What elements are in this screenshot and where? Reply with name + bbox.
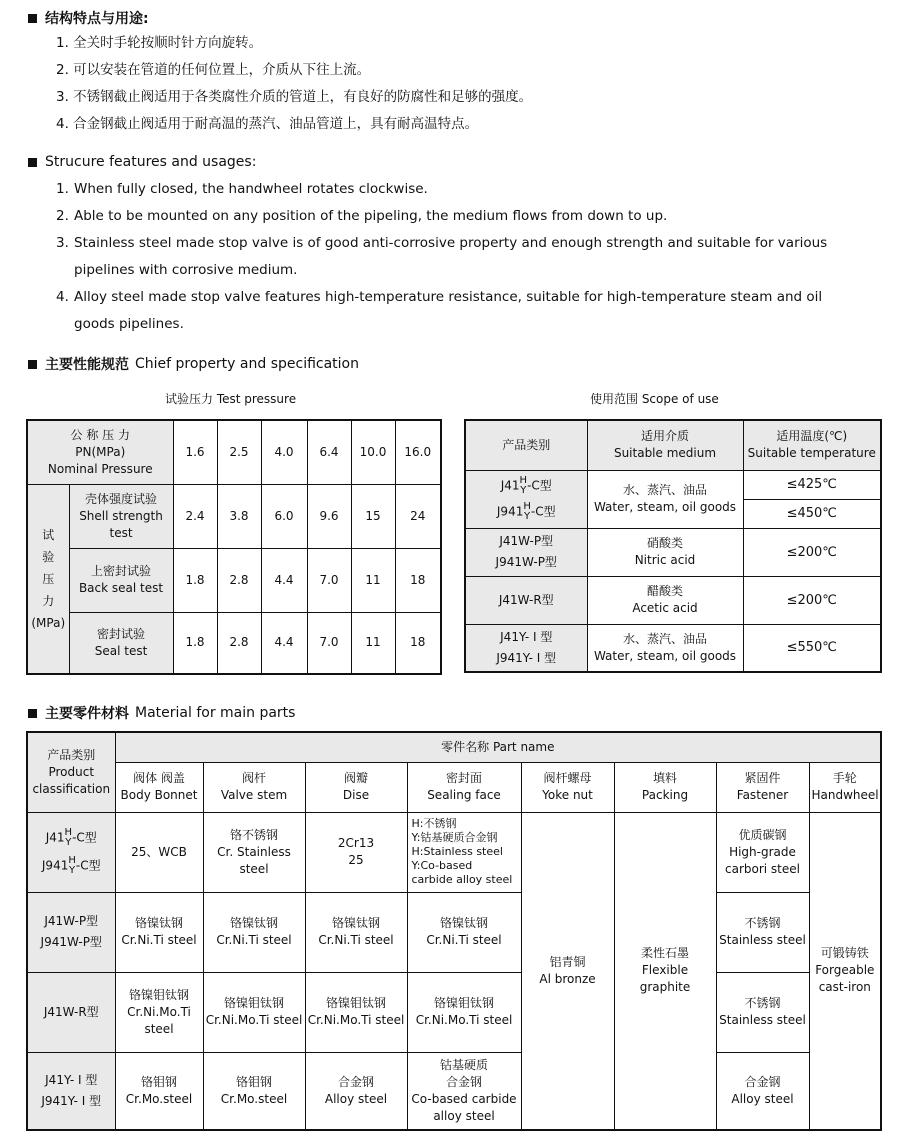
pn-value: 6.4 xyxy=(307,420,351,484)
table-cell: 2.8 xyxy=(217,612,261,674)
medium-nitric-acid: 硝酸类 Nitric acid xyxy=(587,528,743,576)
bullet-square-icon xyxy=(28,14,37,23)
table-cell: 铬镍钛钢 Cr.Ni.Ti steel xyxy=(407,892,521,972)
product-type-j41hy-c: J41 H Y -C型 J941 H Y -C型 xyxy=(27,812,115,892)
temperature-value: ≤550℃ xyxy=(743,624,881,672)
list-item: 3. Stainless steel made stop valve is of good anti-corrosive property and enough strength and suitable for various xyxy=(56,235,828,251)
temperature-value: ≤200℃ xyxy=(743,528,881,576)
pn-value: 4.0 xyxy=(261,420,307,484)
pn-value: 1.6 xyxy=(173,420,217,484)
test-pressure-side-header: 试 验 压 力 (MPa) xyxy=(27,484,69,674)
table-cell: 合金钢 Alloy steel xyxy=(305,1052,407,1130)
table-cell: 25、WCB xyxy=(115,812,203,892)
list-item: 1. When fully closed, the handwheel rotates clockwise. xyxy=(56,181,428,197)
pn-value: 2.5 xyxy=(217,420,261,484)
medium-water-steam-oil: 水、蒸汽、油品 Water, steam, oil goods xyxy=(587,470,743,528)
col-header-packing: 填料 Packing xyxy=(614,762,716,812)
col-header-sealing-face: 密封面 Sealing face xyxy=(407,762,521,812)
table-cell: 7.0 xyxy=(307,612,351,674)
nominal-pressure-header: 公 称 压 力 PN(MPa) Nominal Pressure xyxy=(27,420,173,484)
table-cell: 11 xyxy=(351,548,395,612)
col-header-handwheel: 手轮 Handwheel xyxy=(809,762,881,812)
table-cell: 铬不锈钢 Cr. Stainless steel xyxy=(203,812,305,892)
table-cell: 7.0 xyxy=(307,548,351,612)
table-cell: 6.0 xyxy=(261,484,307,548)
features-cn-list xyxy=(56,30,532,138)
table-cell: 铬镍钛钢 Cr.Ni.Ti steel xyxy=(305,892,407,972)
table-cell: 24 xyxy=(395,484,441,548)
table-cell: 铬镍钼钛钢 Cr.Ni.Mo.Ti steel xyxy=(115,972,203,1052)
table-cell: 18 xyxy=(395,548,441,612)
medium-acetic-acid: 醋酸类 Acetic acid xyxy=(587,576,743,624)
col-header-body-bonnet: 阀体 阀盖 Body Bonnet xyxy=(115,762,203,812)
table-cell: 9.6 xyxy=(307,484,351,548)
section-title-cn: 主要零件材料 xyxy=(45,706,129,722)
suitable-temperature-header: 适用温度(℃) Suitable temperature xyxy=(743,420,881,470)
seal-test-label: 密封试验 Seal test xyxy=(69,612,173,674)
table-cell: H:不锈钢 Y:钴基硬质合金钢 H:Stainless steel Y:Co-based carbide alloy steel xyxy=(407,812,521,892)
list-item: 2. 可以安装在管道的任何位置上，介质从下往上流。 xyxy=(56,62,371,78)
list-item-continuation: goods pipelines. xyxy=(74,316,184,332)
handwheel-material: 可锻铸铁 Forgeable cast-iron xyxy=(809,812,881,1130)
table-cell: 15 xyxy=(351,484,395,548)
table-cell: 2.4 xyxy=(173,484,217,548)
list-item: 2. Able to be mounted on any position of the pipeling, the medium flows from down to up. xyxy=(56,208,668,224)
yoke-nut-material: 铝青铜 Al bronze xyxy=(521,812,614,1130)
bullet-square-icon xyxy=(28,360,37,369)
bullet-square-icon xyxy=(28,709,37,718)
table-cell: 铬镍钛钢 Cr.Ni.Ti steel xyxy=(115,892,203,972)
table-cell: 合金钢 Alloy steel xyxy=(716,1052,809,1130)
test-pressure-label: 试验压力 Test pressure xyxy=(165,392,297,406)
table-cell: 优质碳钢 High-grade carbori steel xyxy=(716,812,809,892)
list-item: 4. Alloy steel made stop valve features high-temperature resistance, suitable for high-temperature steam and oil xyxy=(56,289,823,305)
table-cell: 不锈钢 Stainless steel xyxy=(716,892,809,972)
table-cell: 铬镍钛钢 Cr.Ni.Ti steel xyxy=(203,892,305,972)
table-cell: 铬镍钼钛钢 Cr.Ni.Mo.Ti steel xyxy=(305,972,407,1052)
col-header-yoke-nut: 阀杆螺母 Yoke nut xyxy=(521,762,614,812)
table-cell: 铬镍钼钛钢 Cr.Ni.Mo.Ti steel xyxy=(203,972,305,1052)
product-type-j41w-r: J41W-R型 xyxy=(465,576,587,624)
list-item: 1. 全关时手轮按顺时针方向旋转。 xyxy=(56,35,263,51)
part-name-header: 零件名称 Part name xyxy=(115,732,881,762)
list-item: 4. 合金钢截止阀适用于耐高温的蒸汽、油品管道上，具有耐高温特点。 xyxy=(56,116,479,132)
test-pressure-table xyxy=(26,419,442,675)
pn-value: 10.0 xyxy=(351,420,395,484)
material-table xyxy=(26,731,882,1131)
temperature-value: ≤200℃ xyxy=(743,576,881,624)
bullet-square-icon xyxy=(28,158,37,167)
table-cell: 1.8 xyxy=(173,612,217,674)
table-cell: 18 xyxy=(395,612,441,674)
col-header-fastener: 紧固件 Fastener xyxy=(716,762,809,812)
back-seal-test-label: 上密封试验 Back seal test xyxy=(69,548,173,612)
table-cell: 1.8 xyxy=(173,548,217,612)
temperature-value: ≤425℃ xyxy=(743,470,881,499)
section-title-en: Chief property and specification xyxy=(135,356,359,372)
table-cell: 4.4 xyxy=(261,548,307,612)
table-cell: 3.8 xyxy=(217,484,261,548)
product-type-j41y-i: J41Y- Ⅰ 型 J941Y- Ⅰ 型 xyxy=(27,1052,115,1130)
section-heading-chief-property xyxy=(28,354,359,374)
product-classification-header: 产品类别 Product classification xyxy=(27,732,115,812)
table-cell: 钴基硬质 合金钢 Co-based carbide alloy steel xyxy=(407,1052,521,1130)
product-type-j41w-r: J41W-R型 xyxy=(27,972,115,1052)
table-cell: 2.8 xyxy=(217,548,261,612)
section-heading-features-en xyxy=(28,154,256,170)
section-title: 结构特点与用途: xyxy=(45,11,149,27)
features-en-list xyxy=(56,176,827,338)
product-type-header: 产品类别 xyxy=(465,420,587,470)
section-title-cn: 主要性能规范 xyxy=(45,357,129,373)
scope-of-use-table xyxy=(464,419,882,673)
section-title: Strucure features and usages: xyxy=(45,154,257,170)
table-cell: 不锈钢 Stainless steel xyxy=(716,972,809,1052)
table-cell: 铬钼钢 Cr.Mo.steel xyxy=(203,1052,305,1130)
table-cell: 铬镍钼钛钢 Cr.Ni.Mo.Ti steel xyxy=(407,972,521,1052)
section-heading-material xyxy=(28,703,295,723)
scope-of-use-label: 使用范围 Scope of use xyxy=(590,392,719,406)
product-type-j41hy-c: J41 H Y -C型 J941 H Y -C型 xyxy=(465,470,587,528)
packing-material: 柔性石墨 Flexible graphite xyxy=(614,812,716,1130)
temperature-value: ≤450℃ xyxy=(743,499,881,528)
pn-value: 16.0 xyxy=(395,420,441,484)
list-item: 3. 不锈钢截止阀适用于各类腐性介质的管道上，有良好的防腐性和足够的强度。 xyxy=(56,89,533,105)
list-item-continuation: pipelines with corrosive medium. xyxy=(74,262,298,278)
col-header-disc: 阀瓣 Dise xyxy=(305,762,407,812)
table-cell: 铬钼钢 Cr.Mo.steel xyxy=(115,1052,203,1130)
section-title-en: Material for main parts xyxy=(135,705,296,721)
col-header-valve-stem: 阀杆 Valve stem xyxy=(203,762,305,812)
table-cell: 4.4 xyxy=(261,612,307,674)
shell-strength-test-label: 壳体强度试验 Shell strength test xyxy=(69,484,173,548)
section-heading-features-cn xyxy=(28,8,149,28)
suitable-medium-header: 适用介质 Suitable medium xyxy=(587,420,743,470)
medium-water-steam-oil: 水、蒸汽、油品 Water, steam, oil goods xyxy=(587,624,743,672)
table-cell: 11 xyxy=(351,612,395,674)
product-type-j41y-i: J41Y- Ⅰ 型 J941Y- Ⅰ 型 xyxy=(465,624,587,672)
table-cell: 2Cr13 25 xyxy=(305,812,407,892)
product-type-j41w-p: J41W-P型 J941W-P型 xyxy=(27,892,115,972)
product-type-j41w-p: J41W-P型 J941W-P型 xyxy=(465,528,587,576)
